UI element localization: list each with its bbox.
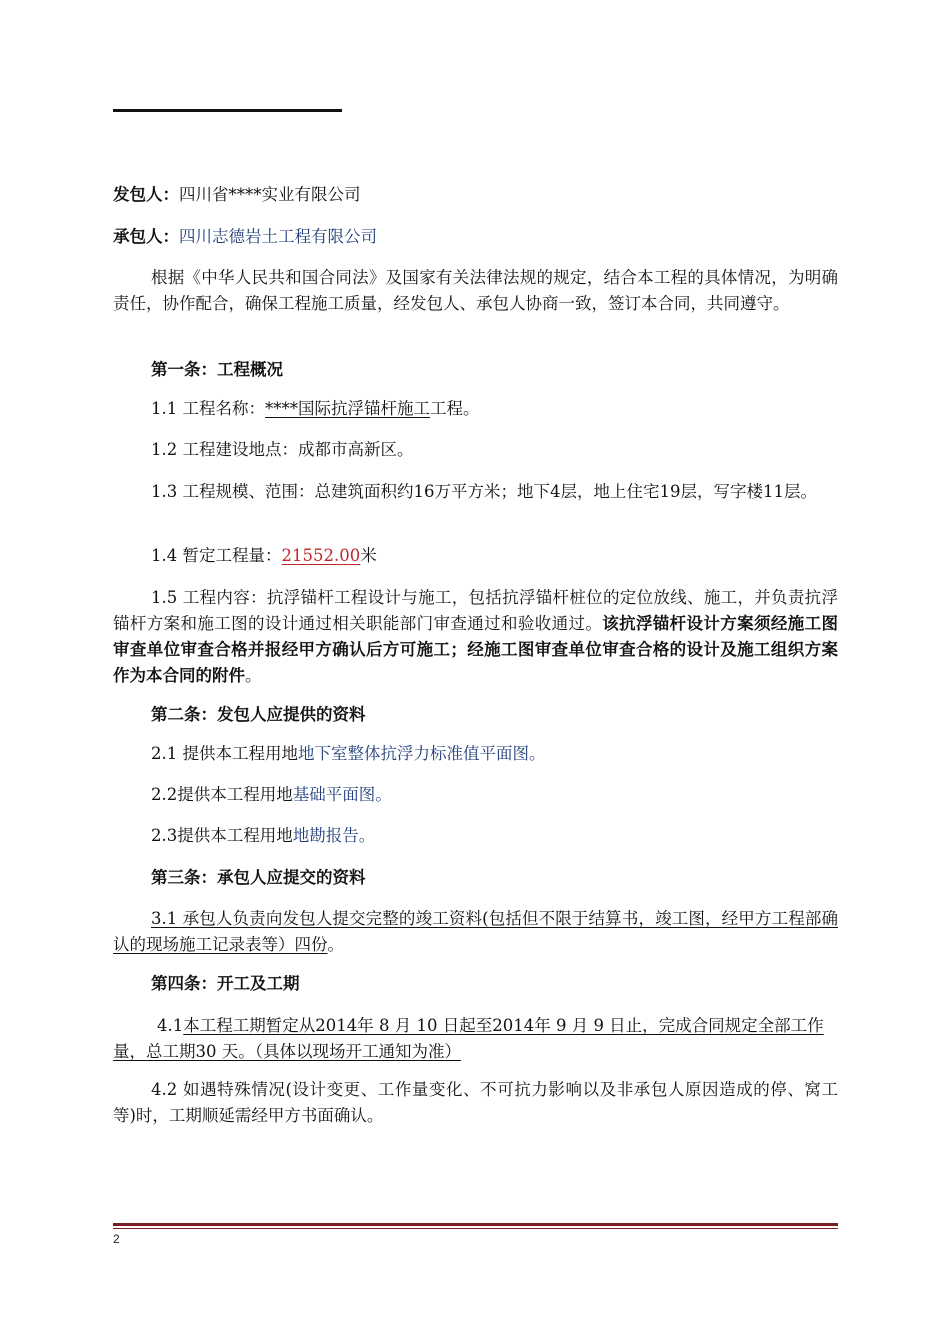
intro-paragraph: 根据《中华人民共和国合同法》及国家有关法律法规的规定，结合本工程的具体情况，为明确责任，协作配合，确保工程施工质量，经发包人、承包人协商一致，签订本合同，共同遵守。 — [113, 268, 838, 313]
article2-title: 第二条：发包人应提供的资料 — [151, 705, 366, 724]
article1-item4 — [113, 543, 838, 569]
employer-name: 四川省****实业有限公司 — [179, 185, 361, 204]
article4-item2: 4.2 如遇特殊情况(设计变更、工作量变化、不可抗力影响以及非承包人原因造成的停、窝工等)时，工期顺延需经甲方书面确认。 — [113, 1080, 838, 1125]
article1-item2: 1.2 工程建设地点：成都市高新区。 — [151, 440, 414, 459]
doc-name: 地勘报告。 — [292, 826, 376, 845]
footer-rule-thin — [113, 1228, 838, 1229]
article2-item2 — [113, 782, 838, 808]
schedule-text: 本工程工期暂定从2014年 8 月 10 日起至2014年 9 月 9 日止，完成合同规定全部工作量，总工期30 天。（具体以现场开工通知为准） — [113, 1016, 824, 1061]
article4-title: 第四条：开工及工期 — [151, 974, 300, 993]
page-number: 2 — [113, 1232, 120, 1246]
article1-item1 — [113, 396, 838, 422]
item4-prefix: 1.4 暂定工程量： — [151, 546, 282, 565]
article4-item1 — [113, 1013, 838, 1065]
item-prefix: 4.1 — [157, 1016, 184, 1035]
header-rule — [113, 109, 342, 112]
item5-end: 。 — [245, 666, 262, 685]
article1-item3: 1.3 工程规模、范围：总建筑面积约16万平方米；地下4层，地上住宅19层，写字楼11层。 — [151, 482, 817, 501]
item-prefix: 2.1 提供本工程用地 — [151, 744, 298, 763]
item-prefix: 2.2提供本工程用地 — [151, 785, 293, 804]
footer-rule — [113, 1223, 838, 1226]
contractor-name: 四川志德岩土工程有限公司 — [179, 227, 377, 246]
article1-title: 第一条：工程概况 — [151, 360, 283, 379]
article2-item3 — [113, 823, 838, 849]
contractor-label: 承包人： — [113, 227, 179, 246]
item1-end: 。 — [327, 935, 344, 954]
item1-text: 3.1 承包人负责向发包人提交完整的竣工资料(包括但不限于结算书，竣工图，经甲方工程部确认的现场施工记录表等）四份 — [113, 909, 838, 954]
employer-line — [113, 182, 838, 208]
article3-title: 第三条：承包人应提交的资料 — [151, 868, 366, 887]
project-name: ****国际抗浮锚杆施工 — [265, 399, 430, 418]
employer-label: 发包人： — [113, 185, 179, 204]
item1-prefix: 1.1 工程名称： — [151, 399, 265, 418]
item5-bold-text: 该抗浮锚杆设计方案须经施工图审查单位审查合格并报经甲方确认后方可施工；经施工图审查单位审查合格的设计及施工组织方案作为本合同的附件 — [113, 614, 839, 685]
item1-suffix: 工程。 — [430, 399, 480, 418]
doc-name: 地下室整体抗浮力标准值平面图。 — [298, 744, 546, 763]
item5-text: 1.5 工程内容：抗浮锚杆工程设计与施工，包括抗浮锚杆桩位的定位放线、施工，并负责抗浮锚杆方案和施工图的设计通过相关职能部门审查通过和验收通过。 — [113, 588, 838, 633]
article1-item5 — [113, 585, 838, 689]
quantity-value: 21552.00 — [281, 546, 361, 565]
item-prefix: 2.3提供本工程用地 — [151, 826, 293, 845]
doc-name: 基础平面图。 — [292, 785, 392, 804]
contractor-line — [113, 224, 838, 250]
article3-item1 — [113, 906, 838, 958]
quantity-unit: 米 — [360, 546, 377, 565]
article2-item1 — [113, 741, 838, 767]
